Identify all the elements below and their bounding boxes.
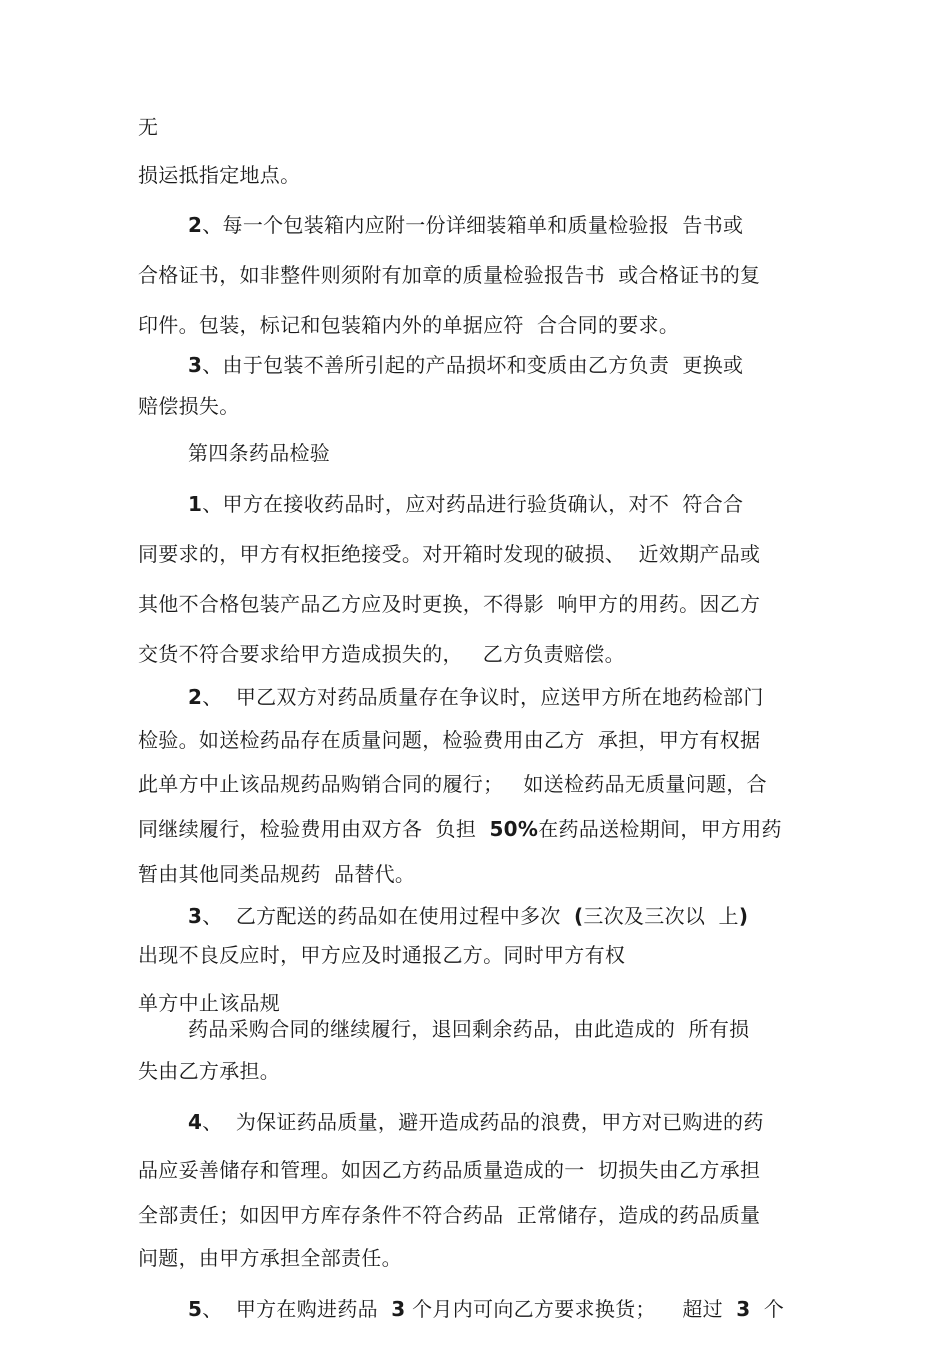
clause-number: 4: [188, 1110, 203, 1134]
text-line: 交货不符合要求给甲方造成损失的， 乙方负责赔偿。: [138, 642, 625, 666]
text-line: 问题，由甲方承担全部责任。: [138, 1246, 402, 1270]
section-heading: 第四条药品检验: [188, 441, 331, 465]
text-line: 同继续履行，检验费用由双方各 负担 50%在药品送检期间，甲方用药: [138, 817, 782, 841]
text-line: 全部责任；如因甲方库存条件不符合药品 正常储存，造成的药品质量: [138, 1203, 761, 1227]
text-line: 出现不良反应时，甲方应及时通报乙方。同时甲方有权: [138, 943, 626, 967]
text-line: 无: [138, 115, 159, 139]
clause-number: 5: [188, 1297, 203, 1321]
clause-number: 2: [188, 685, 203, 709]
clause-line: 4、 为保证药品质量，避开造成药品的浪费，甲方对已购进的药: [188, 1110, 764, 1134]
text-line: 药品采购合同的继续履行，退回剩余药品，由此造成的 所有损: [188, 1017, 750, 1041]
text-line: 赔偿损失。: [138, 394, 240, 418]
clause-line: 2、每一个包装箱内应附一份详细装箱单和质量检验报 告书或: [188, 213, 744, 237]
clause-line: 5、 甲方在购进药品 3 个月内可向乙方要求换货； 超过 3 个: [188, 1297, 785, 1321]
text-line: 品应妥善储存和管理。如因乙方药品质量造成的一 切损失由乙方承担: [138, 1158, 761, 1182]
text-line: 其他不合格包装产品乙方应及时更换，不得影 响甲方的用药。因乙方: [138, 592, 761, 616]
clause-number: 1: [188, 492, 203, 516]
text-line: 失由乙方承担。: [138, 1059, 281, 1083]
clause-line: 1、甲方在接收药品时，应对药品进行验货确认，对不 符合合: [188, 492, 744, 516]
text-line: 印件。包装，标记和包装箱内外的单据应符 合合同的要求。: [138, 313, 680, 337]
clause-number: 3: [188, 904, 203, 928]
text-line: 损运抵指定地点。: [138, 163, 301, 187]
text-line: 暂由其他同类品规药 品替代。: [138, 862, 416, 886]
text-line: 单方中止该品规: [138, 991, 281, 1015]
clause-number: 2: [188, 213, 203, 237]
text-line: 此单方中止该品规药品购销合同的履行； 如送检药品无质量问题，合: [138, 772, 767, 796]
clause-line: 2、 甲乙双方对药品质量存在争议时，应送甲方所在地药检部门: [188, 685, 764, 709]
clause-line: 3、由于包装不善所引起的产品损坏和变质由乙方负责 更换或: [188, 353, 744, 377]
text-line: 同要求的，甲方有权拒绝接受。对开箱时发现的破损、 近效期产品或: [138, 542, 761, 566]
text-line: 合格证书，如非整件则须附有加章的质量检验报告书 或合格证书的复: [138, 263, 761, 287]
clause-number: 3: [188, 353, 203, 377]
text-line: 检验。如送检药品存在质量问题，检验费用由乙方 承担，甲方有权据: [138, 728, 761, 752]
clause-line: 3、 乙方配送的药品如在使用过程中多次 (三次及三次以 上): [188, 904, 749, 928]
